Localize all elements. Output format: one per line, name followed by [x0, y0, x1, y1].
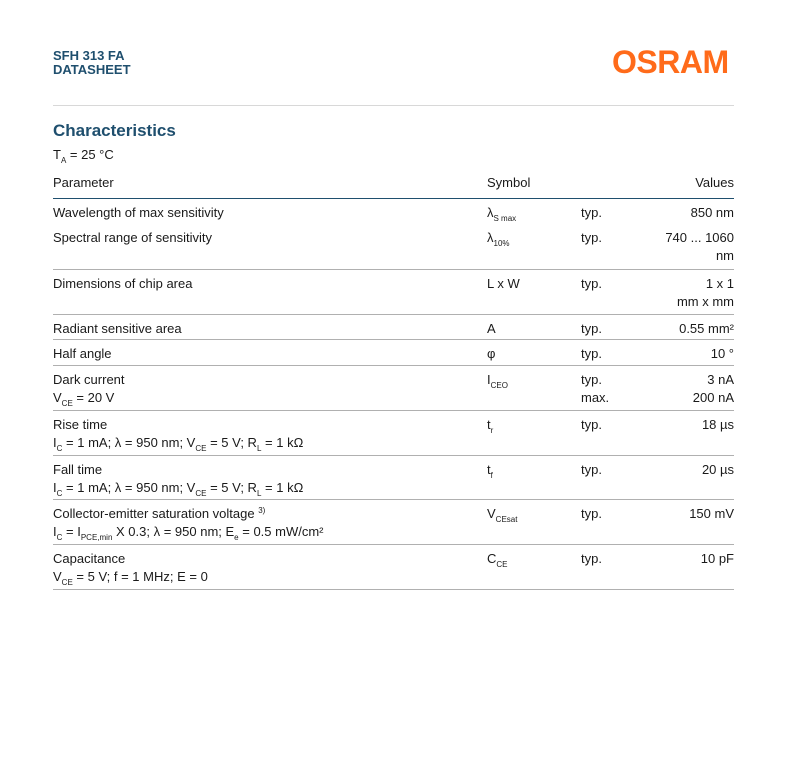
value-cell: 18 µs: [701, 417, 734, 432]
type-cell: typ.: [581, 506, 602, 521]
symbol-cell: L x W: [487, 276, 520, 291]
type-cell: typ. max.: [581, 372, 610, 405]
value-cell: 10 °: [710, 346, 734, 361]
value-cell: 3 nA 200 nA: [692, 372, 734, 405]
table-row: [53, 270, 734, 315]
value-cell: 150 mV: [689, 506, 734, 521]
table-row: [53, 411, 734, 456]
table-row: [53, 366, 734, 411]
type-cell: typ.: [581, 230, 602, 245]
table-row: [53, 500, 734, 545]
symbol-cell: $t_r$: [487, 417, 494, 435]
brand-logo: OSRAM: [612, 44, 729, 80]
symbol-cell: $V_{CEsat}$: [487, 506, 518, 524]
header-parameter: Parameter: [53, 175, 114, 190]
header-values: Values: [695, 175, 734, 190]
type-cell: typ.: [581, 321, 602, 336]
parameter-cell: Rise time $I_C = 1$ mA; λ = 950 nm; $V_{CE} = 5$ V; $R_L = 1$ kΩ: [53, 417, 304, 453]
table-row: [53, 199, 734, 224]
symbol-cell: $C_{CE}$: [487, 551, 508, 569]
table-row: [53, 224, 734, 269]
value-cell: 1 x 1 mm x mm: [676, 276, 734, 309]
symbol-cell: $I_{CEO}$: [487, 372, 508, 390]
type-cell: typ.: [581, 346, 602, 361]
symbol-cell: $t_f$: [487, 462, 493, 480]
characteristics-table: [53, 170, 734, 590]
type-cell: typ.: [581, 462, 602, 477]
value-cell: 850 nm: [690, 205, 734, 220]
table-row: [53, 545, 734, 590]
symbol-cell: $\lambda_{10\%}$: [487, 230, 510, 248]
parameter-cell: Wavelength of max sensitivity: [53, 205, 224, 220]
type-cell: typ.: [581, 276, 602, 291]
table-row: [53, 315, 734, 340]
document-header: [53, 49, 131, 77]
parameter-cell: Dimensions of chip area: [53, 276, 193, 291]
parameter-cell: Radiant sensitive area: [53, 321, 182, 336]
header-divider: [53, 105, 734, 106]
parameter-cell: Spectral range of sensitivity: [53, 230, 212, 245]
parameter-cell: Collector-emitter saturation voltage $^{3)}$ $I_C = I_{PCE,min}$ X 0.3; λ = 950 nm; $E_e = 0.5$ mW/cm²: [53, 506, 324, 542]
table-row: [53, 456, 734, 500]
symbol-cell: φ: [487, 346, 496, 361]
ambient-temperature-condition: $T_A = 25$ °C: [53, 147, 114, 165]
symbol-cell: $\lambda_{S max}$: [487, 205, 517, 223]
table-row: [53, 340, 734, 366]
value-cell: 0.55 mm²: [679, 321, 734, 336]
section-title: Characteristics: [53, 121, 176, 140]
type-cell: typ.: [581, 417, 602, 432]
value-cell: 740 ... 1060 nm: [665, 230, 734, 263]
header-symbol: Symbol: [487, 175, 531, 190]
parameter-cell: Half angle: [53, 346, 112, 361]
table-row-group-sensitivity: [53, 199, 734, 270]
parameter-cell: Dark current $V_{CE} = 20$ V: [53, 372, 125, 408]
parameter-cell: Fall time $I_C = 1$ mA; λ = 950 nm; $V_{CE} = 5$ V; $R_L = 1$ kΩ: [53, 462, 304, 498]
parameter-cell: Capacitance $V_{CE} = 5$ V; f = 1 MHz; E = 0: [53, 551, 208, 587]
document-type: DATASHEET: [53, 62, 131, 77]
table-header-row: [53, 170, 734, 199]
type-cell: typ.: [581, 551, 602, 566]
symbol-cell: A: [487, 321, 496, 336]
product-name: SFH 313 FA: [53, 48, 125, 63]
type-cell: typ.: [581, 205, 602, 220]
value-cell: 10 pF: [700, 551, 734, 566]
value-cell: 20 µs: [701, 462, 734, 477]
